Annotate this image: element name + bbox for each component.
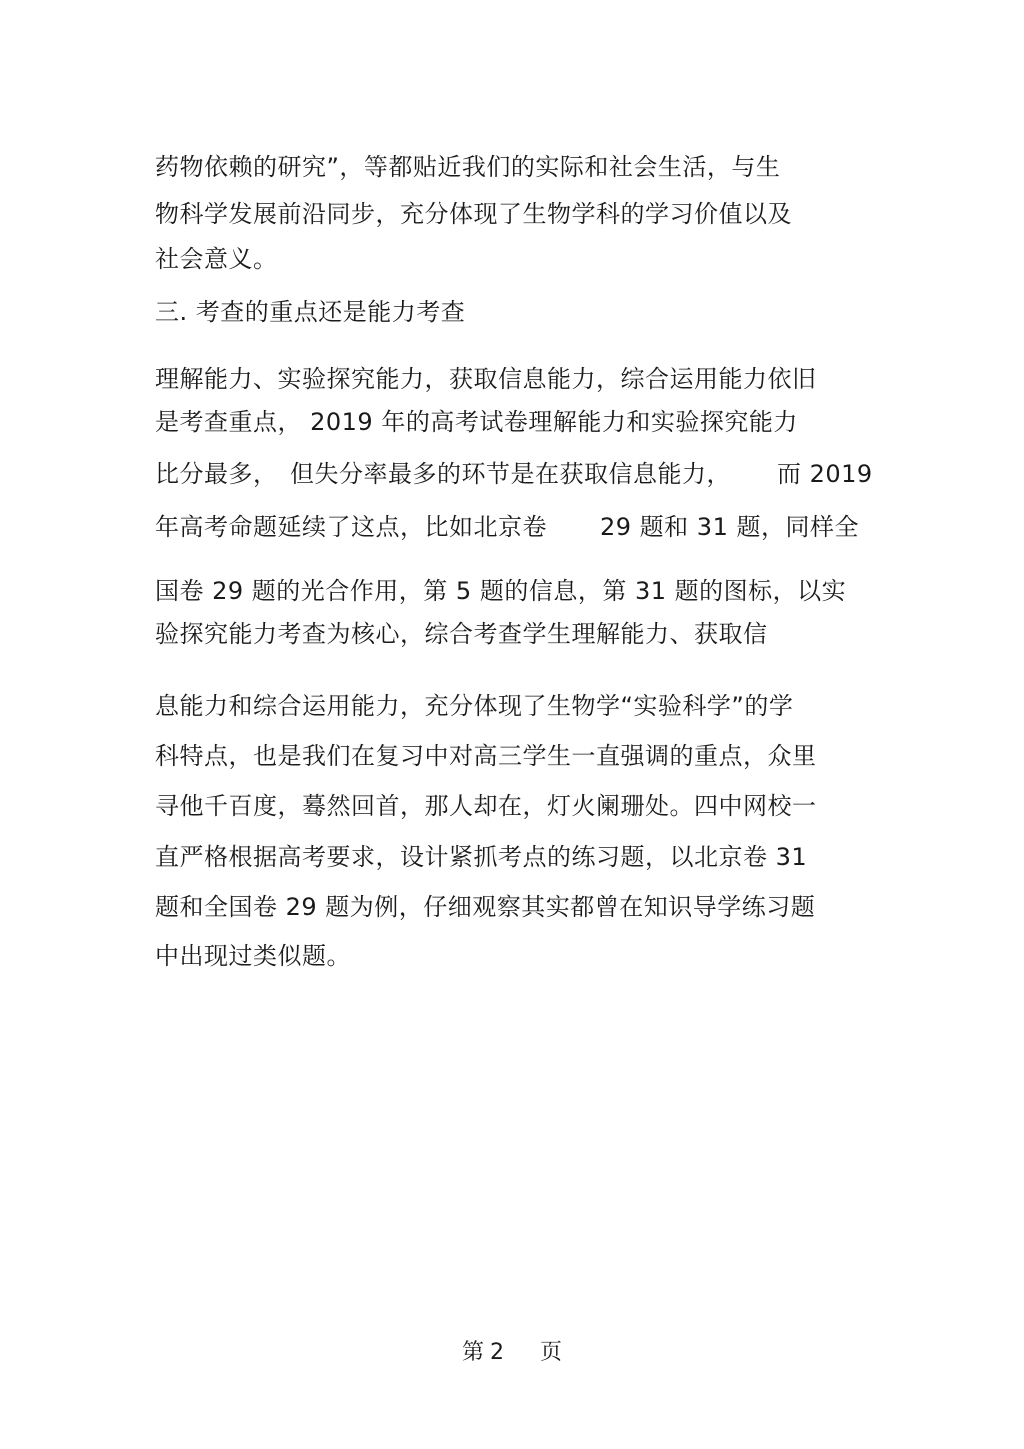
paragraph3-line3: 寻他千百度，蓦然回首，那人却在，灯火阑珊处。四中网校一: [155, 792, 817, 820]
paragraph1-line2: 物科学发展前沿同步，充分体现了生物学科的学习价值以及: [155, 200, 792, 228]
footer-prefix: 第: [462, 1340, 485, 1365]
paragraph3-line5: 题和全国卷 29 题为例，仔细观察其实都曾在知识导学练习题: [155, 893, 816, 921]
section-heading: 三. 考查的重点还是能力考查: [155, 298, 466, 326]
paragraph3-line4: 直严格根据高考要求，设计紧抓考点的练习题，以北京卷 31: [155, 843, 808, 871]
paragraph3-line2: 科特点，也是我们在复习中对高三学生一直强调的重点，众里: [155, 742, 817, 770]
paragraph2-line6: 验探究能力考查为核心，综合考查学生理解能力、获取信: [155, 620, 768, 648]
paragraph3-line6: 中出现过类似题。: [155, 942, 351, 970]
paragraph2-line1: 理解能力、实验探究能力，获取信息能力，综合运用能力依旧: [155, 365, 817, 393]
paragraph2-line2: 是考查重点， 2019 年的高考试卷理解能力和实验探究能力: [155, 408, 798, 436]
paragraph2-line5: 国卷 29 题的光合作用，第 5 题的信息，第 31 题的图标，以实: [155, 577, 847, 605]
paragraph2-line3-part1: 比分最多，: [155, 460, 278, 488]
paragraph2-line4-part1: 年高考命题延续了这点，比如北京卷: [155, 513, 547, 541]
footer-suffix: 页: [540, 1340, 563, 1365]
paragraph2-line3-part3: 而 2019: [777, 460, 873, 488]
paragraph1-line1: 药物依赖的研究”，等都贴近我们的实际和社会生活，与生: [155, 153, 781, 181]
paragraph1-line3: 社会意义。: [155, 245, 278, 273]
page-number: 2: [490, 1340, 504, 1365]
paragraph2-line4-part2: 29 题和 31 题，同样全: [600, 513, 859, 541]
paragraph2-line3-part2: 但失分率最多的环节是在获取信息能力，: [290, 460, 731, 488]
page-footer: [0, 1338, 1024, 1368]
paragraph3-line1: 息能力和综合运用能力，充分体现了生物学“实验科学”的学: [155, 692, 794, 720]
